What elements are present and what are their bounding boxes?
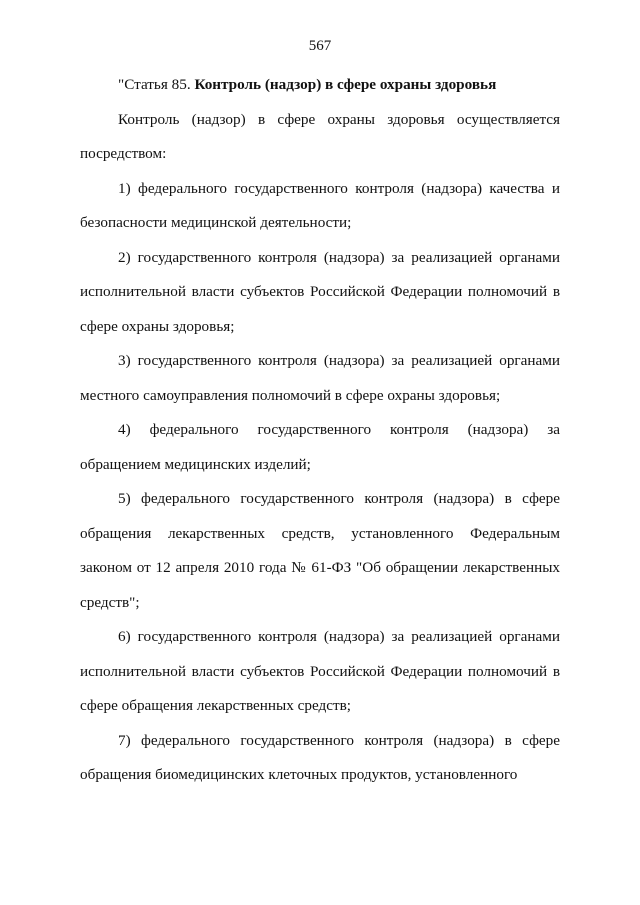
article-heading xyxy=(80,68,560,103)
list-item-2: 2) государственного контроля (надзора) за реализацией органами исполнительной власти субъектов Российской Федерации полномочий в сфере охраны здоровья; xyxy=(80,248,560,335)
list-item-3: 3) государственного контроля (надзора) за реализацией органами местного самоуправления полномочий в сфере охраны здоровья; xyxy=(80,352,560,404)
article-body xyxy=(80,68,560,793)
list-item-1: 1) федерального государственного контроля (надзора) качества и безопасности медицинской деятельности; xyxy=(80,179,560,231)
list-item-4: 4) федерального государственного контроля (надзора) за обращением медицинских изделий; xyxy=(80,421,560,473)
list-item-5: 5) федерального государственного контроля (надзора) в сфере обращения лекарственных средств, установленного Федеральным законом от 12 апреля 2010 года № 61-ФЗ "Об обращении лекарственных средств"; xyxy=(80,490,560,611)
list-item-7: 7) федерального государственного контроля (надзора) в сфере обращения биомедицинских клеточных продуктов, установленного xyxy=(80,731,560,783)
article-prefix: "Статья 85. xyxy=(118,76,195,93)
article-title: Контроль (надзор) в сфере охраны здоровья xyxy=(194,76,497,93)
article-intro: Контроль (надзор) в сфере охраны здоровья осуществляется посредством: xyxy=(80,110,560,162)
page-number: 567 xyxy=(308,38,332,54)
list-item-6: 6) государственного контроля (надзора) за реализацией органами исполнительной власти субъектов Российской Федерации полномочий в сфере обращения лекарственных средств; xyxy=(80,628,560,714)
